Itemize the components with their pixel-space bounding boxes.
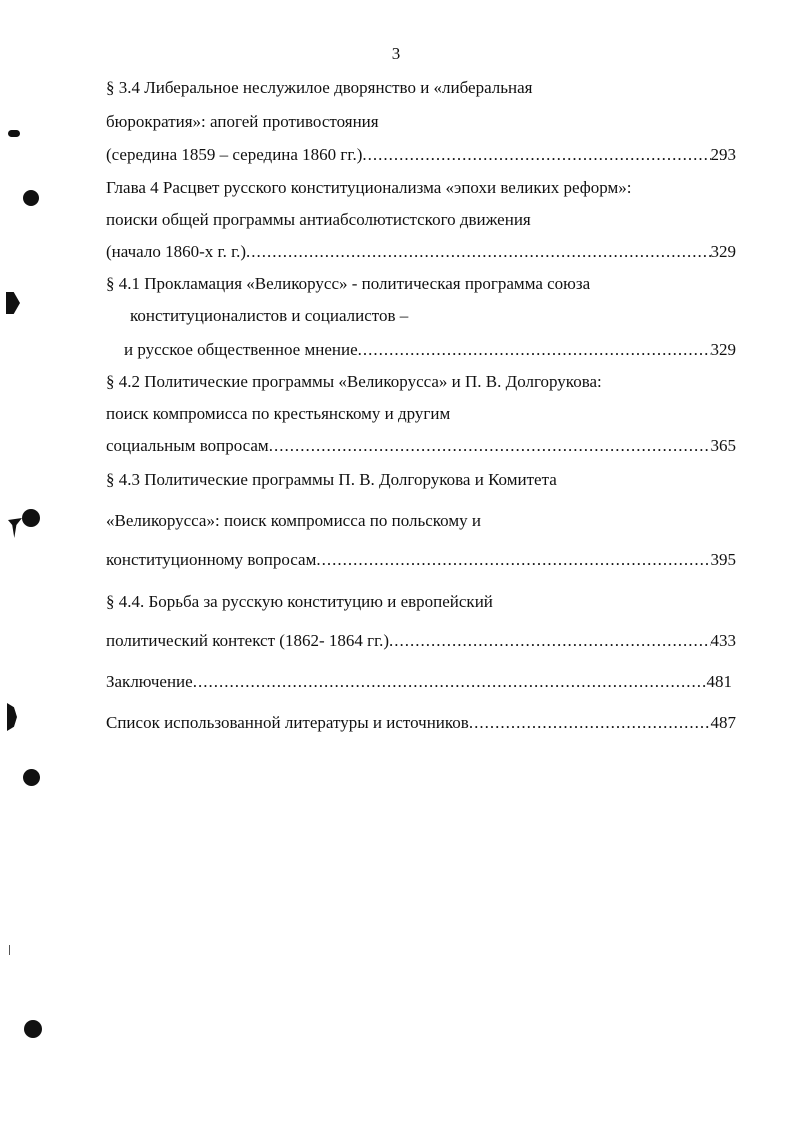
toc-s42-entry bbox=[106, 436, 736, 456]
toc-s43-line3: конституционному вопросам bbox=[106, 550, 317, 569]
punch-hole bbox=[24, 1020, 42, 1038]
dot-leader bbox=[362, 145, 710, 165]
dot-leader bbox=[469, 713, 711, 733]
toc-s44-line2: политический контекст (1862- 1864 гг.) bbox=[106, 631, 390, 650]
dot-leader bbox=[269, 436, 711, 456]
scan-mark bbox=[7, 703, 17, 731]
toc-s34-line1: § 3.4 Либеральное неслужилое дворянство и «либеральная bbox=[106, 78, 533, 97]
toc-ch4-page: 329 bbox=[710, 242, 736, 261]
punch-hole bbox=[23, 190, 39, 206]
toc-s43-entry bbox=[106, 550, 736, 570]
toc-bibliography-entry bbox=[106, 713, 736, 733]
dot-leader bbox=[358, 340, 711, 360]
scan-mark bbox=[8, 130, 20, 137]
toc-s34-line3: (середина 1859 – середина 1860 гг.) bbox=[106, 145, 363, 164]
toc-s34-page: 293 bbox=[710, 145, 736, 164]
toc-s43-line2: «Великорусса»: поиск компромисса по польскому и bbox=[106, 511, 481, 530]
toc-s34-entry bbox=[106, 145, 736, 165]
scan-mark bbox=[6, 292, 20, 314]
page-number: 3 bbox=[391, 44, 401, 63]
toc-s42-line3: социальным вопросам bbox=[106, 436, 269, 455]
dot-leader bbox=[389, 631, 710, 651]
toc-ch4-line2: поиски общей программы антиабсолютистского движения bbox=[106, 210, 531, 229]
toc-bibliography-page: 487 bbox=[710, 713, 736, 732]
toc-s43-page: 395 bbox=[710, 550, 736, 569]
toc-s41-line2: конституционалистов и социалистов – bbox=[130, 306, 409, 325]
toc-s42-line1: § 4.2 Политические программы «Великорусса» и П. В. Долгорукова: bbox=[106, 372, 602, 391]
toc-s44-entry bbox=[106, 631, 736, 651]
toc-conclusion-label: Заключение bbox=[106, 672, 193, 691]
punch-hole bbox=[22, 509, 40, 527]
toc-ch4-line3: (начало 1860-х г. г.) bbox=[106, 242, 247, 261]
toc-s34-line2: бюрократия»: апогей противостояния bbox=[106, 112, 379, 131]
toc-bibliography-label: Список использованной литературы и источников bbox=[106, 713, 469, 732]
toc-conclusion-page: 481 bbox=[706, 672, 732, 691]
scan-mark bbox=[9, 945, 10, 955]
toc-s44-line1: § 4.4. Борьба за русскую конституцию и европейский bbox=[106, 592, 493, 611]
toc-s41-line3: и русское общественное мнение bbox=[124, 340, 358, 359]
toc-ch4-entry bbox=[106, 242, 736, 262]
dot-leader bbox=[316, 550, 710, 570]
toc-ch4-line1: Глава 4 Расцвет русского конституционализма «эпохи великих реформ»: bbox=[106, 178, 632, 197]
punch-hole bbox=[23, 769, 40, 786]
dot-leader bbox=[246, 242, 710, 262]
toc-s41-page: 329 bbox=[710, 340, 736, 359]
toc-s44-page: 433 bbox=[710, 631, 736, 650]
scan-mark bbox=[8, 518, 22, 538]
toc-s42-line2: поиск компромисса по крестьянскому и другим bbox=[106, 404, 451, 423]
toc-s43-line1: § 4.3 Политические программы П. В. Долгорукова и Комитета bbox=[106, 470, 557, 489]
toc-s41-line1: § 4.1 Прокламация «Великорусс» - политическая программа союза bbox=[106, 274, 591, 293]
toc-conclusion-entry bbox=[106, 672, 732, 692]
toc-s42-page: 365 bbox=[710, 436, 736, 455]
dot-leader bbox=[193, 672, 707, 692]
toc-s41-entry bbox=[124, 340, 736, 360]
